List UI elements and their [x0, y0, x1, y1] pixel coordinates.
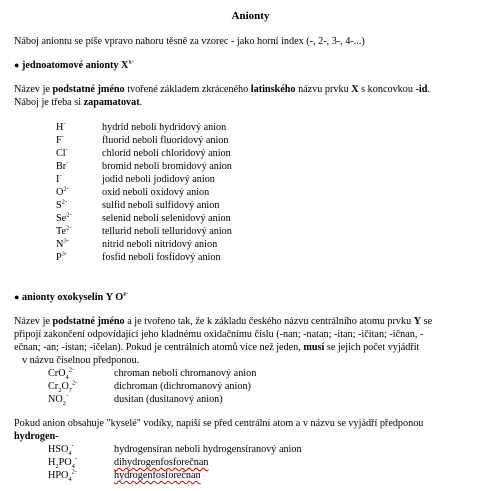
compound-formula: $NO_2^-$: [48, 392, 69, 408]
compound-name: chroman neboli chromanový anion: [114, 368, 257, 379]
anion-name: nitrid neboli nitridový anion: [102, 239, 218, 250]
anion-name: sulfid neboli sulfidový anion: [102, 200, 220, 211]
section1-paragraph-line1: Název je podstatné jméno tvořené základem zkráceného latinského názvu prvku X s koncovkou -id.: [14, 84, 430, 95]
hydro-compound-row: [48, 444, 468, 456]
anion-name: bromid neboli bromidový anion: [102, 161, 232, 172]
compound-formula: $HSO_4^-$: [48, 442, 74, 458]
anion-row: H- hydrid neboli hydridový anion: [56, 120, 227, 133]
anion-symbol: Br: [56, 161, 67, 172]
section2-heading: [14, 292, 128, 304]
bullet-icon: ●: [14, 60, 20, 70]
compound-name: hydrogenfosforečnan: [114, 470, 201, 481]
anion-row: $P^{3-}$ fosfid neboli fosfidový anion: [56, 250, 221, 263]
compound-formula: $Cr_2O_7^{2-}$: [48, 379, 78, 395]
compound-name: dusitan (dusitanový anion): [114, 394, 223, 405]
anion-symbol: N: [56, 239, 64, 250]
anion-row: $O^{2-}$ oxid neboli oxidový anion: [56, 185, 210, 198]
anion-name: jodid neboli jodidový anion: [102, 174, 215, 185]
hydro-compound-row: [48, 470, 468, 482]
anion-symbol: Te: [56, 226, 67, 237]
hydro-paragraph-line1: Pokud anion obsahuje "kyselé" vodíky, napíší se před centrální atom a v názvu se vyjádří předponou: [14, 418, 424, 429]
anion-name: oxid neboli oxidový anion: [102, 187, 210, 198]
anion-row: Br- bromid neboli bromidový anion: [56, 159, 232, 172]
anion-name: tellurid neboli telluridový anion: [102, 226, 232, 237]
anion-symbol: S: [56, 200, 62, 211]
anion-row: $N^{3-}$ nitrid neboli nitridový anion: [56, 237, 218, 250]
section2-paragraph-line2: připojí zakončení odpovídající jeho kladnému oxidačnímu číslu (-nan; -natan; -itan; -ičitan; -ičnan, -: [14, 329, 424, 340]
page-title: Anionty: [231, 10, 270, 22]
compound-formula: $HPO_4^{2-}$: [48, 468, 78, 484]
anion-symbol: H: [56, 122, 64, 133]
section2-paragraph-line4: v názvu číselnou předponou.: [22, 355, 140, 366]
anion-name: fluorid neboli fluoridový anion: [102, 135, 229, 146]
compound-name: dichroman (dichromanový anion): [114, 381, 251, 392]
anion-name: hydrid neboli hydridový anion: [102, 122, 227, 133]
anion-row: F- fluorid neboli fluoridový anion: [56, 133, 229, 146]
section2-paragraph-line3: ečnan; -an; -istan; -ičelan). Pokud je centrálních atomů více než jeden, musí se jejich počet vyjádřit: [14, 342, 420, 353]
compound-formula: $H_2PO_4^-$: [48, 455, 78, 471]
section2-heading-charge: z-: [123, 290, 129, 298]
anion-row: Cl- chlorid neboli chloridový anion: [56, 146, 231, 159]
anion-row: $Se^{2-}$ selenid neboli selenidový anion: [56, 211, 231, 224]
hydro-paragraph-line2: hydrogen-: [14, 431, 59, 442]
compound-name: dihydrogenfosforečnan: [114, 457, 209, 468]
section2-paragraph-line1: Název je podstatné jméno a je tvořeno tak, že k základu českého názvu centrálního atomu prvku Y se: [14, 316, 433, 327]
section1-heading-text: jednoatomové anionty: [21, 60, 119, 71]
anion-name: fosfid neboli fosfidový anion: [102, 252, 221, 263]
section2-heading-text: anionty oxokyselin: [21, 292, 104, 303]
section1-heading: [14, 60, 134, 72]
section1-heading-charge: x-: [128, 58, 134, 66]
compound-row: [48, 394, 468, 406]
anion-symbol: O: [56, 187, 64, 198]
anion-row: $Te^{2-}$ tellurid neboli telluridový anion: [56, 224, 232, 237]
anion-symbol: Cl: [56, 148, 66, 159]
section2-heading-formula: Y O: [105, 292, 124, 303]
section1-heading-symbol: X: [121, 60, 129, 71]
anion-symbol: I: [56, 174, 60, 185]
compound-row: [48, 381, 468, 393]
bullet-icon: ●: [14, 292, 20, 302]
hydro-compound-row: [48, 457, 468, 469]
anion-name: selenid neboli selenidový anion: [102, 213, 231, 224]
compound-formula: CrO$_4^{2-}$: [48, 366, 75, 382]
anion-row: $S^{2-}$ sulfid neboli sulfidový anion: [56, 198, 220, 211]
compound-name: hydrogensíran neboli hydrogensíranový anion: [114, 444, 302, 455]
compound-row: [48, 368, 468, 380]
section1-paragraph-line2: Náboj je třeba si zapamatovat.: [14, 97, 143, 108]
anion-symbol: Se: [56, 213, 67, 224]
anion-row: I- jodid neboli jodidový anion: [56, 172, 215, 185]
anion-name: chlorid neboli chloridový anion: [102, 148, 231, 159]
intro-paragraph: Náboj aniontu se píše vpravo nahoru těsně za vzorec - jako horní index (-, 2-, 3-, 4-...): [14, 36, 365, 47]
anion-symbol: P: [56, 252, 62, 263]
anion-symbol: F: [56, 135, 62, 146]
